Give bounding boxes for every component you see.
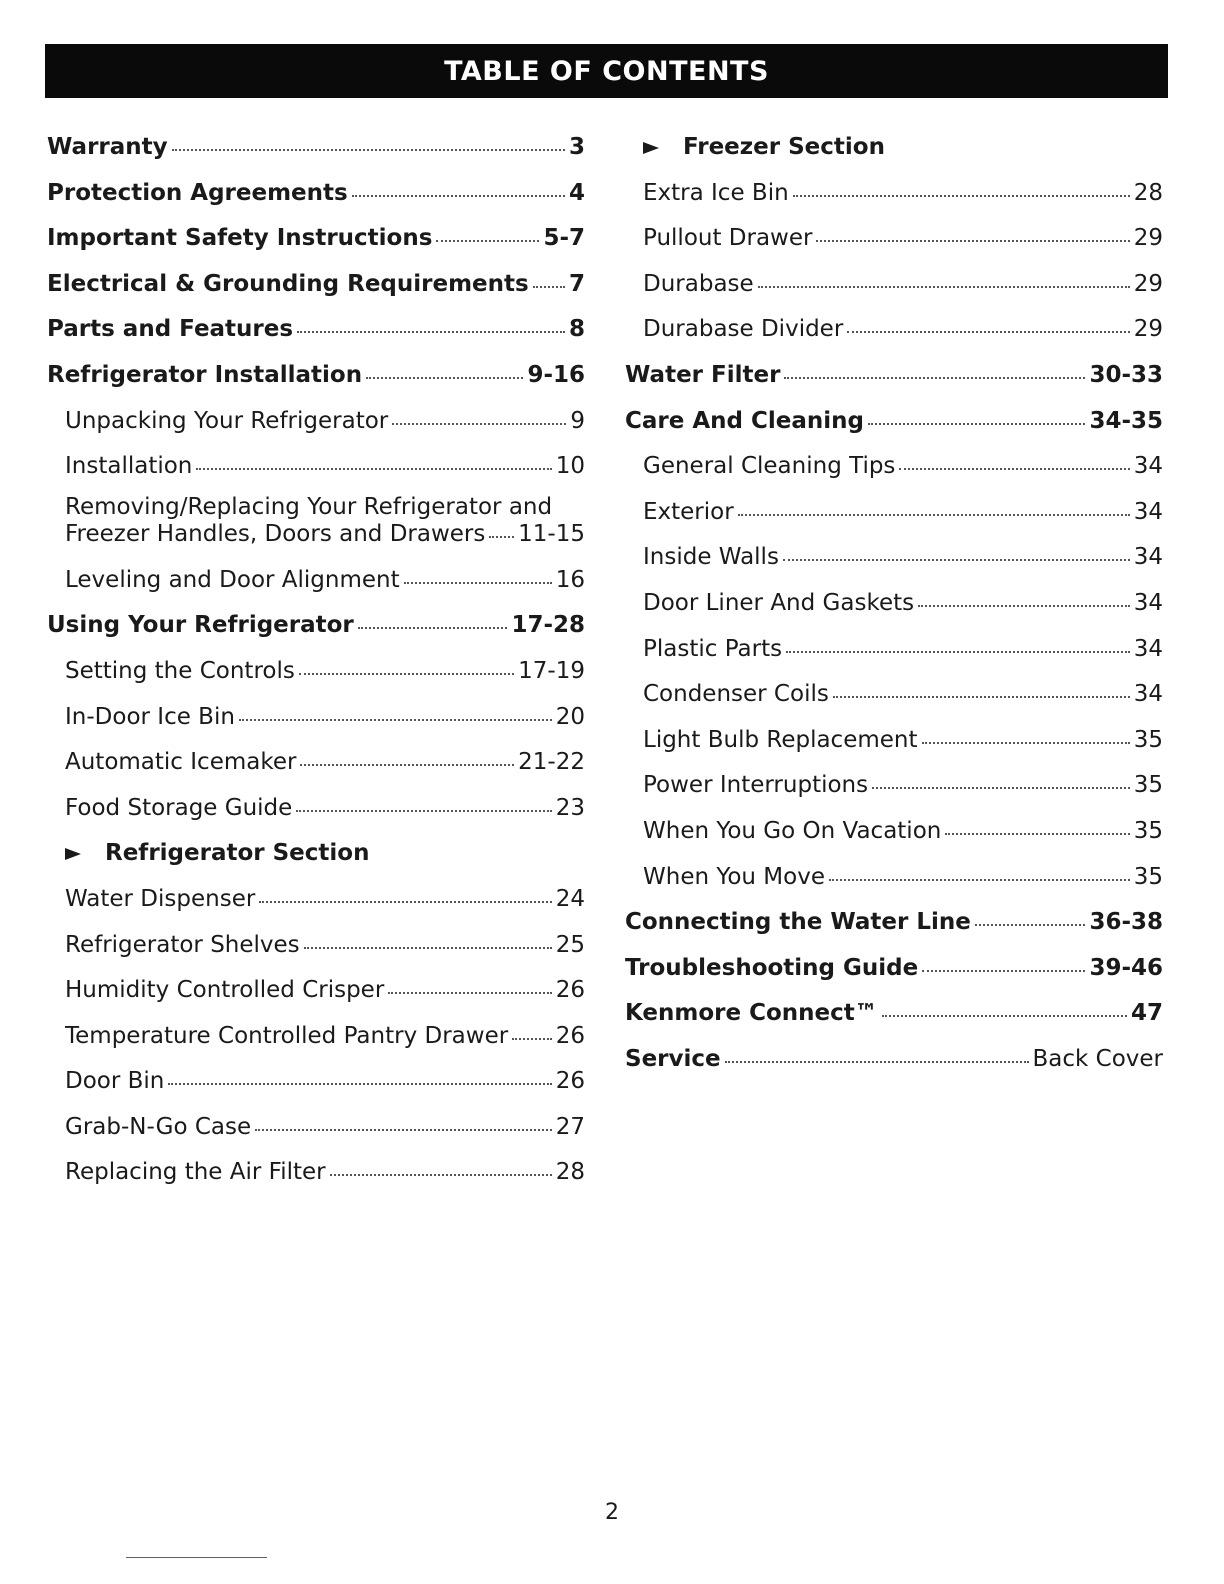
toc-entry-durabase[interactable] xyxy=(625,262,1163,308)
entry-label: Door Liner And Gaskets xyxy=(643,589,915,616)
toc-entry-plastic-parts[interactable] xyxy=(625,627,1163,673)
entry-label-line2: Freezer Handles, Doors and Drawers xyxy=(65,520,486,547)
entry-page: 29 xyxy=(1133,316,1163,343)
entry-label: Food Storage Guide xyxy=(65,794,293,821)
dot-leader xyxy=(259,901,551,903)
entry-page: 35 xyxy=(1133,726,1163,753)
section-label: Freezer Section xyxy=(683,134,885,160)
toc-entry-when-you-move[interactable] xyxy=(625,855,1163,901)
entry-label: Kenmore Connect™ xyxy=(625,1000,878,1027)
entry-label: Troubleshooting Guide xyxy=(625,954,919,981)
entry-label: Durabase Divider xyxy=(643,316,844,343)
dot-leader xyxy=(847,331,1129,333)
entry-page: 26 xyxy=(555,977,585,1004)
entry-label: Electrical & Grounding Requirements xyxy=(47,270,529,297)
entry-label: Humidity Controlled Crisper xyxy=(65,977,385,1004)
toc-entry-general-cleaning[interactable] xyxy=(625,444,1163,490)
dot-leader xyxy=(299,673,514,675)
entry-page: 34 xyxy=(1133,453,1163,480)
dot-leader xyxy=(352,195,565,197)
toc-entry-unpacking[interactable] xyxy=(47,399,585,445)
entry-page: 4 xyxy=(568,179,585,206)
dot-leader xyxy=(533,286,565,288)
dot-leader xyxy=(239,719,552,721)
entry-page: 17-28 xyxy=(511,612,585,639)
toc-entry-humidity-crisper[interactable] xyxy=(47,968,585,1014)
toc-entry-parts-features[interactable] xyxy=(47,307,585,353)
dot-leader xyxy=(738,514,1130,516)
entry-label: Door Bin xyxy=(65,1068,165,1095)
entry-page: 39-46 xyxy=(1089,954,1163,981)
dot-leader xyxy=(758,286,1130,288)
entry-label: Care And Cleaning xyxy=(625,407,864,434)
toc-entry-care-cleaning[interactable] xyxy=(625,399,1163,445)
dot-leader xyxy=(255,1129,552,1131)
toc-entry-refrigerator-installation[interactable] xyxy=(47,353,585,399)
entry-label: Condenser Coils xyxy=(643,681,829,708)
entry-label: Light Bulb Replacement xyxy=(643,726,918,753)
entry-page: 29 xyxy=(1133,270,1163,297)
entry-label: Durabase xyxy=(643,270,754,297)
dot-leader xyxy=(975,924,1086,926)
toc-entry-door-bin[interactable] xyxy=(47,1059,585,1105)
toc-section-refrigerator xyxy=(47,831,585,877)
entry-page: 26 xyxy=(555,1022,585,1049)
entry-label: Warranty xyxy=(47,134,168,160)
dot-leader xyxy=(512,1038,552,1040)
toc-entry-power-interruptions[interactable] xyxy=(625,763,1163,809)
entry-page: 34 xyxy=(1133,498,1163,525)
dot-leader xyxy=(922,970,1085,972)
dot-leader xyxy=(899,468,1129,470)
page-number: 2 xyxy=(605,1500,619,1525)
toc-entry-warranty[interactable] xyxy=(47,125,585,171)
entry-page: 25 xyxy=(555,931,585,958)
entry-label: Service xyxy=(625,1045,721,1072)
toc-entry-installation[interactable] xyxy=(47,444,585,490)
dot-leader xyxy=(784,377,1085,379)
entry-page: 16 xyxy=(555,566,585,593)
toc-entry-inside-walls[interactable] xyxy=(625,535,1163,581)
toc-entry-kenmore-connect[interactable] xyxy=(625,991,1163,1037)
toc-entry-door-liner[interactable] xyxy=(625,581,1163,627)
dot-leader xyxy=(918,605,1130,607)
dot-leader xyxy=(304,947,552,949)
entry-page: 20 xyxy=(555,703,585,730)
page-title: TABLE OF CONTENTS xyxy=(444,55,769,87)
toc-entry-vacation[interactable] xyxy=(625,809,1163,855)
dot-leader xyxy=(300,764,514,766)
entry-page: 47 xyxy=(1130,1000,1163,1027)
toc-section-freezer xyxy=(625,125,1163,171)
entry-label: Exterior xyxy=(643,498,734,525)
entry-label: Connecting the Water Line xyxy=(625,909,971,936)
dot-leader xyxy=(392,423,566,425)
toc-entry-durabase-divider[interactable] xyxy=(625,307,1163,353)
footer-divider xyxy=(126,1557,267,1558)
toc-entry-pantry-drawer[interactable] xyxy=(47,1014,585,1060)
entry-page: 11-15 xyxy=(518,520,585,547)
entry-page: 5-7 xyxy=(543,225,585,252)
entry-page: 27 xyxy=(555,1113,585,1140)
entry-label: When You Go On Vacation xyxy=(643,817,942,844)
entry-page: 34 xyxy=(1133,635,1163,662)
toc-entry-using-refrigerator[interactable] xyxy=(47,603,585,649)
dot-leader xyxy=(783,559,1130,561)
dot-leader xyxy=(296,810,551,812)
toc-entry-water-dispenser[interactable] xyxy=(47,877,585,923)
toc-entry-protection-agreements[interactable] xyxy=(47,171,585,217)
dot-leader xyxy=(489,536,514,538)
entry-label: Plastic Parts xyxy=(643,635,783,662)
dot-leader xyxy=(196,468,551,470)
entry-label: Replacing the Air Filter xyxy=(65,1159,326,1186)
entry-page: 7 xyxy=(568,270,585,297)
entry-label: Setting the Controls xyxy=(65,657,295,684)
toc-entry-troubleshooting[interactable] xyxy=(625,946,1163,992)
toc-entry-extra-ice-bin[interactable] xyxy=(625,171,1163,217)
entry-label: Automatic Icemaker xyxy=(65,749,297,776)
entry-label: Parts and Features xyxy=(47,316,294,343)
entry-page: 3 xyxy=(568,134,585,160)
dot-leader xyxy=(404,582,552,584)
entry-label-line1: Removing/Replacing Your Refrigerator and xyxy=(65,493,553,520)
dot-leader xyxy=(725,1061,1029,1063)
entry-page: 36-38 xyxy=(1089,909,1163,936)
dot-leader xyxy=(358,627,508,629)
dot-leader xyxy=(872,787,1130,789)
entry-label: Using Your Refrigerator xyxy=(47,612,354,639)
entry-label: General Cleaning Tips xyxy=(643,453,896,480)
toc-entry-light-bulb[interactable] xyxy=(625,718,1163,764)
dot-leader xyxy=(868,423,1085,425)
dot-leader xyxy=(833,696,1130,698)
entry-label: Power Interruptions xyxy=(643,772,869,799)
toc-entry-removing-replacing[interactable] xyxy=(47,490,585,558)
dot-leader xyxy=(922,742,1130,744)
entry-page: 28 xyxy=(1133,179,1163,206)
dot-leader xyxy=(816,240,1129,242)
toc-entry-water-line[interactable] xyxy=(625,900,1163,946)
entry-label: Installation xyxy=(65,453,193,480)
entry-page: 35 xyxy=(1133,772,1163,799)
entry-page: 34 xyxy=(1133,589,1163,616)
entry-page: 23 xyxy=(555,794,585,821)
entry-label: When You Move xyxy=(643,863,825,890)
toc-entry-leveling[interactable] xyxy=(47,558,585,604)
entry-page: 9-16 xyxy=(527,361,585,388)
dot-leader xyxy=(793,195,1130,197)
entry-label: Pullout Drawer xyxy=(643,225,813,252)
entry-page: 17-19 xyxy=(518,657,585,684)
toc-entry-setting-controls[interactable] xyxy=(47,649,585,695)
entry-label: Water Filter xyxy=(625,361,781,388)
entry-label: Unpacking Your Refrigerator xyxy=(65,407,389,434)
entry-page: 10 xyxy=(555,453,585,480)
entry-page: 21-22 xyxy=(518,749,585,776)
entry-page: 34-35 xyxy=(1089,407,1163,434)
dot-leader xyxy=(172,149,565,151)
toc-entry-automatic-icemaker[interactable] xyxy=(47,740,585,786)
toc-entry-air-filter[interactable] xyxy=(47,1150,585,1196)
dot-leader xyxy=(786,651,1130,653)
entry-label: Important Safety Instructions xyxy=(47,225,433,252)
entry-page: 34 xyxy=(1133,681,1163,708)
entry-page: 24 xyxy=(555,885,585,912)
entry-page: 29 xyxy=(1133,225,1163,252)
dot-leader xyxy=(366,377,523,379)
dot-leader xyxy=(297,331,565,333)
toc-entry-electrical-grounding[interactable] xyxy=(47,262,585,308)
entry-label: Extra Ice Bin xyxy=(643,179,789,206)
entry-label: Water Dispenser xyxy=(65,885,256,912)
toc-entry-pullout-drawer[interactable] xyxy=(625,216,1163,262)
entry-page: 26 xyxy=(555,1068,585,1095)
toc-entry-food-storage[interactable] xyxy=(47,786,585,832)
dot-leader xyxy=(945,833,1129,835)
entry-page: 28 xyxy=(555,1159,585,1186)
toc-entry-grab-n-go[interactable] xyxy=(47,1105,585,1151)
entry-label: Refrigerator Installation xyxy=(47,361,363,388)
dot-leader xyxy=(388,992,551,994)
entry-page: Back Cover xyxy=(1032,1045,1163,1072)
entry-page: 35 xyxy=(1133,817,1163,844)
dot-leader xyxy=(168,1083,551,1085)
entry-label: Refrigerator Shelves xyxy=(65,931,300,958)
entry-label: Grab-N-Go Case xyxy=(65,1113,252,1140)
entry-label: In-Door Ice Bin xyxy=(65,703,235,730)
entry-label: Leveling and Door Alignment xyxy=(65,566,400,593)
toc-entry-refrigerator-shelves[interactable] xyxy=(47,923,585,969)
dot-leader xyxy=(882,1015,1127,1017)
toc-entry-safety-instructions[interactable] xyxy=(47,216,585,262)
entry-label: Protection Agreements xyxy=(47,179,348,206)
entry-label: Inside Walls xyxy=(643,544,779,571)
entry-page: 30-33 xyxy=(1089,361,1163,388)
toc-entry-in-door-ice-bin[interactable] xyxy=(47,695,585,741)
toc-entry-service[interactable] xyxy=(625,1037,1163,1083)
dot-leader xyxy=(436,240,539,242)
dot-leader xyxy=(330,1174,552,1176)
triangle-bullet-icon xyxy=(643,142,659,154)
toc-title-banner xyxy=(45,44,1168,98)
triangle-bullet-icon xyxy=(65,848,81,860)
toc-entry-condenser-coils[interactable] xyxy=(625,672,1163,718)
toc-entry-exterior[interactable] xyxy=(625,490,1163,536)
dot-leader xyxy=(829,879,1130,881)
toc-left-column xyxy=(47,125,585,1196)
entry-page: 34 xyxy=(1133,544,1163,571)
toc-right-column xyxy=(625,125,1163,1082)
entry-page: 8 xyxy=(568,316,585,343)
entry-page: 9 xyxy=(570,407,585,434)
entry-page: 35 xyxy=(1133,863,1163,890)
entry-label: Temperature Controlled Pantry Drawer xyxy=(65,1022,509,1049)
section-label: Refrigerator Section xyxy=(105,840,370,867)
toc-entry-water-filter[interactable] xyxy=(625,353,1163,399)
